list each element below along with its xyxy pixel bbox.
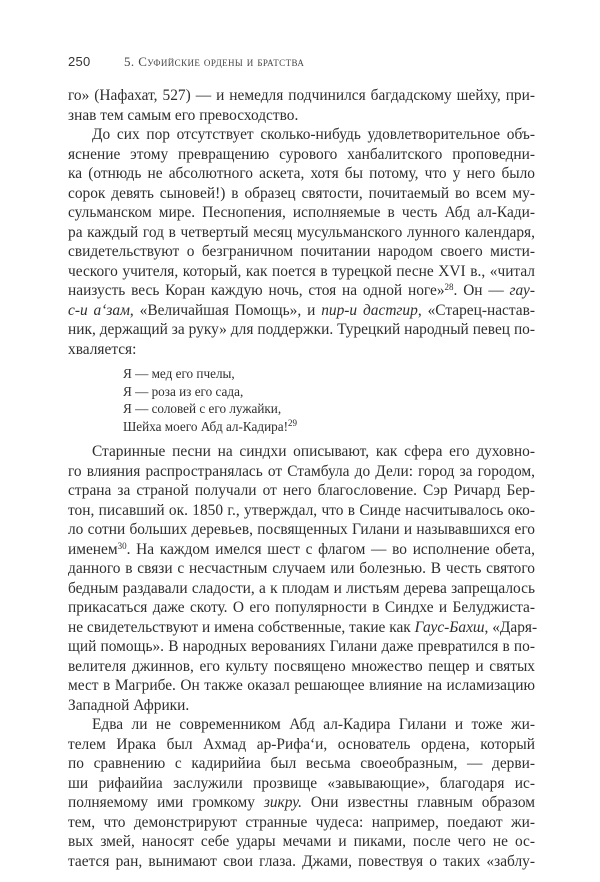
text-line: щий помощь». В народных верованиях Гилани даже превратился в по- [68,638,535,655]
poem-line: Я — соловей с его лужайки, [123,401,282,416]
text-line: ра каждый год в четвертый месяц мусульманского лунного календаря, [68,223,535,241]
paragraph-2 [68,125,535,359]
running-title: 5. Суфийские ордены и братства [124,54,305,69]
text-line: страна за страной получали от него благословение. Сэр Ричард Бер- [68,482,535,499]
text-line: велителя джиннов, его культу посвящено множество пещер и святых [68,657,535,675]
text-segment: Шейха моего Абд ал-Кадира! [123,418,288,434]
text-segment: . Он — [453,282,510,299]
text-line: телем Ирака был Ахмад ар-Рифа‘и, основатель ордена, который [68,735,535,753]
paragraph-1 [68,86,535,125]
italic-term: с-и а‘зам [68,301,130,319]
page-header [68,52,538,72]
poem-line: Я — мед его пчелы, [123,366,235,381]
italic-term: гау- [509,282,535,299]
text-line: данного в связи с несчастным случаем или болезнью. В честь святого [68,560,535,577]
text-line: ка (отнюдь не абсолютного аскета, хотя бы потому, что у него было [68,165,535,182]
italic-term: пир-и дастгир [321,301,418,319]
footnote-marker: 30 [117,540,127,551]
text-line [68,281,535,301]
footnote-marker: 28 [444,282,454,292]
text-line [68,618,538,638]
text-segment: полняемому ими громкому [68,794,264,811]
text-line: вых змей, наносят себе удары мечами и пиками, после чего не ос- [68,833,535,850]
text-line: по сравнению с кадирийиа был весьма своеобразным, — дерви- [68,755,535,772]
poem-line: Я — роза из его сада, [123,383,244,399]
paragraph-4 [68,715,535,871]
text-line: сорок девять сыновей!) в образец святости, почитаемый во всем му- [68,184,535,202]
text-segment: , «Величайшая Помощь», и [129,301,322,319]
text-line [68,793,535,813]
text-line: Западной Африки. [68,696,190,714]
text-line [68,540,535,560]
text-line: ческого учителя, который, как поется в турецкой песне XVI в., «читал [68,262,535,280]
text-line: тается ран, вынимают свои глаза. Джами, повествуя о таких «заблу- [68,852,535,870]
text-segment: Они известны главным образом [301,794,535,811]
text-line: ши рифаийиа заслужили прозвище «завывающие», благодаря ис- [68,774,535,792]
poem-quote [68,365,535,435]
text-line: ло сотни больших деревьев, посвященных Гилани и называвшихся его [68,521,535,538]
text-line: го» (Нафахат, 527) — и немедля подчинился багдадскому шейху, при- [68,87,535,104]
text-segment: не свидетельствуют и имена собственные, такие как [68,618,415,636]
text-line: мест в Магрибе. Он также оказал решающее влияние на исламизацию [68,677,535,694]
text-line: Едва ли не современником Абд ал-Кадира Гилани и тоже жи- [92,716,535,733]
footnote-marker: 29 [287,417,297,428]
paragraph-3 [68,442,538,715]
text-line: прикасаться даже скоту. О его популярности в Синдхе и Белуджиста- [68,599,535,616]
text-line: го влияния распространялась от Стамбула до Дели: город за городом, [68,462,535,480]
italic-term: зикру. [263,794,302,811]
text-line: хваляется: [68,340,137,358]
poem-line [123,418,535,436]
text-segment: именем [68,540,118,558]
page-number: 250 [68,54,91,69]
text-line: бедным раздавали сладости, а к плодам и листьям дерева запрещалось [68,579,535,597]
page-body [68,86,538,871]
text-segment: , «Даря- [484,618,538,636]
text-line [68,301,535,321]
text-line: До сих пор отсутствует сколько-нибудь удовлетворительное объ- [92,126,535,143]
text-line: сульманском мире. Песнопения, исполняемые в честь Абд ал-Кади- [68,204,535,221]
italic-term: Гаус-Бахш [414,618,485,636]
text-line: тон, писавший ок. 1850 г., утверждал, что в Синде насчитывалось око- [68,501,535,519]
text-line: Старинные песни на синдхи описывают, как сфера его духовно- [92,443,535,460]
text-line: знав тем самым его превосходство. [68,106,299,124]
text-line: ник, держащий за руку» для поддержки. Турецкий народный певец по- [68,321,535,338]
text-segment: наизусть весь Коран каждую ночь, стоя на одной ноге» [68,282,445,299]
text-line: тем, что демонстрируют странные чудеса: например, поедают жи- [68,813,535,831]
text-line: яснение этому превращению сурового ханбалитского проповедни- [68,145,535,163]
text-segment: . На каждом имелся шест с флагом — во исполнение обета, [126,540,535,558]
text-segment: , «Старец-настав- [417,301,535,319]
text-line: свидетельствуют о безграничном почитании народом своего мисти- [68,243,535,260]
